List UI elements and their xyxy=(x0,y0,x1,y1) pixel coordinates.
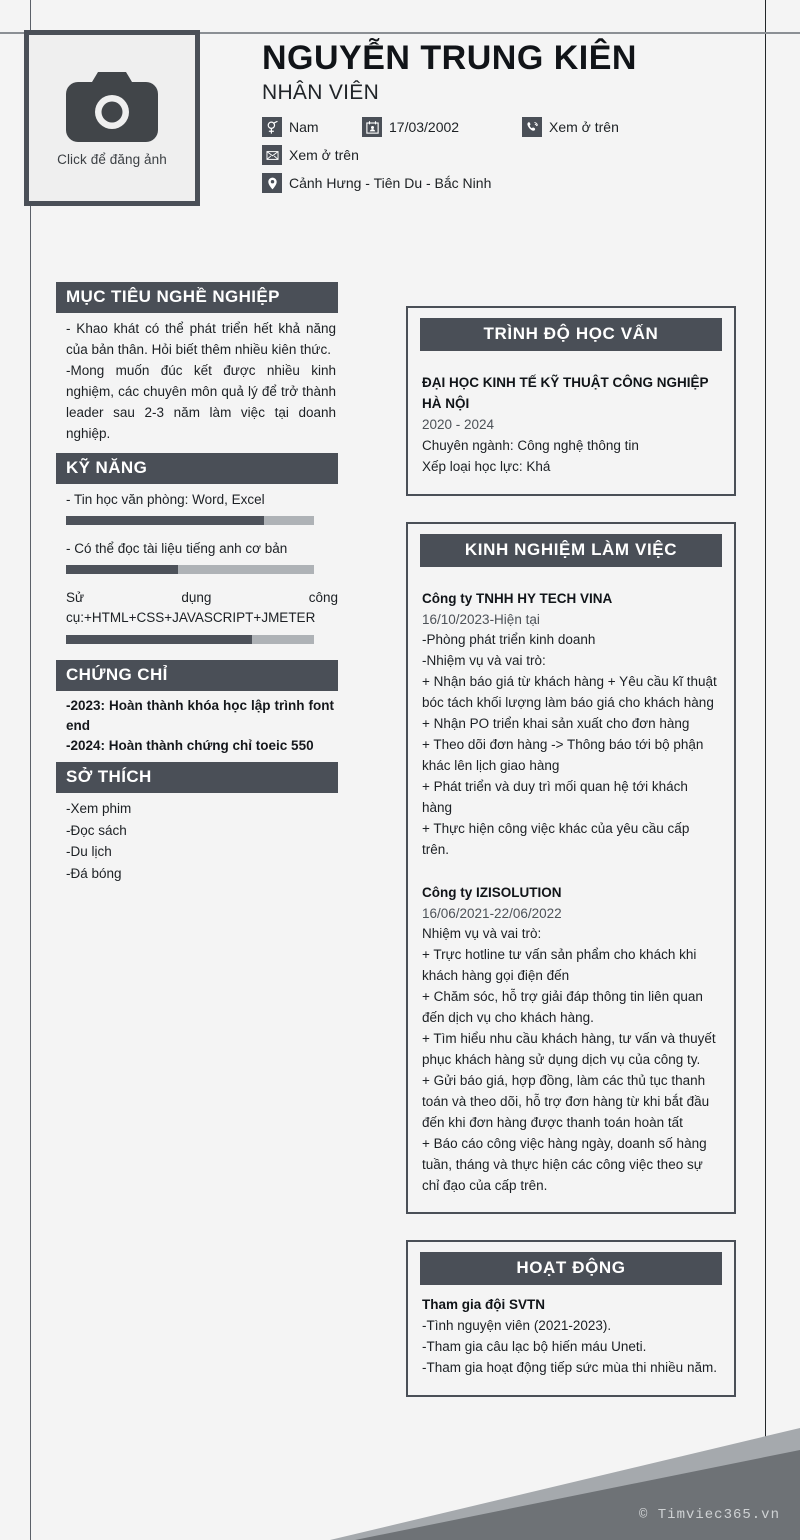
education-grade: Xếp loại học lực: Khá xyxy=(422,458,551,474)
education-school: ĐẠI HỌC KINH TẾ KỸ THUẬT CÔNG NGHIỆP HÀ NỘI xyxy=(422,375,709,411)
cv-name: NGUYỄN TRUNG KIÊN xyxy=(262,39,637,77)
job-period: 16/06/2021-22/06/2022 xyxy=(422,905,562,921)
right-column xyxy=(406,306,736,1423)
contact-birthday-label: 17/03/2002 xyxy=(389,119,460,136)
camera-icon xyxy=(64,70,160,142)
job-line: + Nhận PO triển khai sản xuất cho đơn hàng xyxy=(422,716,690,732)
activities-panel xyxy=(406,1240,736,1397)
contact-address-label: Cảnh Hưng - Tiên Du - Bắc Ninh xyxy=(289,175,492,192)
hobby-item: -Đọc sách xyxy=(66,822,127,838)
job-period: 16/10/2023-Hiện tại xyxy=(422,611,540,627)
certificate-item: -2024: Hoàn thành chứng chỉ toeic 550 xyxy=(66,738,314,754)
guide-line-right xyxy=(765,0,766,1540)
activity-line: -Tham gia câu lạc bộ hiến máu Uneti. xyxy=(422,1339,647,1355)
section-title-experience: KINH NGHIỆM LÀM VIỆC xyxy=(420,534,722,567)
certificate-item: -2023: Hoàn thành khóa học lập trình font end xyxy=(66,697,334,733)
job-line: + Tìm hiểu nhu cầu khách hàng, tư vấn và thuyết phục khách hàng sử dụng dịch vụ của công ty. xyxy=(422,1031,716,1067)
education-major: Chuyên ngành: Công nghệ thông tin xyxy=(422,437,639,453)
skill-label: - Tin học văn phòng: Word, Excel xyxy=(66,491,265,507)
section-title-activities: HOẠT ĐỘNG xyxy=(420,1252,722,1285)
contact-row xyxy=(262,117,762,137)
job-line: + Trực hotline tư vấn sản phẩm cho khách khi khách hàng gọi điện đến xyxy=(422,947,697,984)
objective-body xyxy=(56,313,338,453)
skill-label: - Có thể đọc tài liệu tiếng anh cơ bản xyxy=(66,540,288,556)
contact-gender-label: Nam xyxy=(289,119,319,136)
photo-upload-box[interactable] xyxy=(24,30,200,206)
hobbies-body xyxy=(56,793,338,890)
job-line: + Báo cáo công việc hàng ngày, doanh số hàng tuần, tháng và thực hiện các công việc theo sự chỉ đạo của cấp trên. xyxy=(422,1135,707,1193)
section-title-hobbies: SỞ THÍCH xyxy=(56,762,338,793)
hobby-item: -Đá bóng xyxy=(66,866,122,882)
skills-body xyxy=(56,484,338,660)
entry-spacer xyxy=(422,861,720,883)
job-line: + Theo dõi đơn hàng -> Thông báo tới bộ phận khác lên lịch giao hàng xyxy=(422,737,704,773)
skill-bar-fill xyxy=(66,565,178,574)
job-line: + Chăm sóc, hỗ trợ giải đáp thông tin liên quan đến dịch vụ cho khách hàng. xyxy=(422,989,703,1026)
experience-body xyxy=(422,567,720,1197)
contact-email-label: Xem ở trên xyxy=(289,147,359,164)
section-title-education: TRÌNH ĐỘ HỌC VẤN xyxy=(420,318,722,351)
skill-bar-fill xyxy=(66,635,252,644)
birthday-icon xyxy=(362,117,382,137)
job-line: -Phòng phát triển kinh doanh xyxy=(422,632,596,648)
contact-row xyxy=(262,173,762,193)
guide-line-left xyxy=(30,0,31,1540)
activity-line: -Tình nguyện viên (2021-2023). xyxy=(422,1318,612,1334)
photo-upload-caption: Click để đăng ảnh xyxy=(57,151,167,167)
left-column xyxy=(56,282,338,891)
skill-bar xyxy=(66,516,314,525)
job-line: + Nhận báo giá từ khách hàng + Yêu cầu kĩ thuật bóc tách khối lượng làm báo giá cho khách hàng xyxy=(422,674,717,711)
phone-icon xyxy=(522,117,542,137)
section-title-skills: KỸ NĂNG xyxy=(56,453,338,484)
job-line: + Phát triển và duy trì mối quan hệ tới khách hàng xyxy=(422,778,688,815)
job-line: + Thực hiện công việc khác của yêu cầu cấp trên. xyxy=(422,820,690,857)
contact-birthday xyxy=(362,117,522,137)
skill-bar-fill xyxy=(66,516,264,525)
section-title-certificates: CHỨNG CHỈ xyxy=(56,660,338,691)
education-panel xyxy=(406,306,736,496)
hobby-item: -Xem phim xyxy=(66,801,132,817)
activity-line: -Tham gia hoạt động tiếp sức mùa thi nhiều năm. xyxy=(422,1360,717,1376)
job-line: Nhiệm vụ và vai trò: xyxy=(422,926,542,942)
skill-bar xyxy=(66,565,314,574)
contact-phone-label: Xem ở trên xyxy=(549,119,619,136)
cv-role: NHÂN VIÊN xyxy=(262,81,380,105)
job-line: + Gửi báo giá, hợp đồng, làm các thủ tục thanh toán và theo dõi, hỗ trợ đơn hàng từ khi bắt đầu đến khi đơn hàng được thanh toán hoàn tất xyxy=(422,1072,710,1130)
job-company: Công ty IZISOLUTION xyxy=(422,884,562,900)
contact-email xyxy=(262,145,359,165)
certificates-body xyxy=(56,691,338,763)
education-body xyxy=(422,351,720,478)
watermark: © Timviec365.vn xyxy=(638,1507,780,1523)
contact-gender xyxy=(262,117,362,137)
email-icon xyxy=(262,145,282,165)
contact-row xyxy=(262,145,762,165)
location-icon xyxy=(262,173,282,193)
header-main xyxy=(262,40,762,201)
job-company: Công ty TNHH HY TECH VINA xyxy=(422,590,613,606)
education-years: 2020 - 2024 xyxy=(422,416,495,432)
contact-phone xyxy=(522,117,619,137)
skill-bar xyxy=(66,635,314,644)
job-line: -Nhiệm vụ và vai trò: xyxy=(422,653,546,669)
gender-icon xyxy=(262,117,282,137)
section-title-objective: MỤC TIÊU NGHỀ NGHIỆP xyxy=(56,282,338,313)
experience-panel xyxy=(406,522,736,1215)
contact-list xyxy=(262,117,762,193)
hobby-item: -Du lịch xyxy=(66,844,112,860)
objective-paragraph: - Khao khát có thể phát triển hết khả năng của bản thân. Hỏi biết thêm nhiều kiên thức. xyxy=(66,321,336,357)
skill-label: Sử dụng công cụ:+HTML+CSS+JAVASCRIPT+JMETER xyxy=(66,590,338,626)
activities-body xyxy=(422,1285,720,1379)
contact-address xyxy=(262,173,491,193)
objective-paragraph: -Mong muốn đúc kết được nhiều kinh nghiệm, các chuyên môn quả lý để trở thành leader sau 2-3 năm làm việc tại doanh nghiệp. xyxy=(66,362,336,441)
activity-heading: Tham gia đội SVTN xyxy=(422,1297,546,1313)
